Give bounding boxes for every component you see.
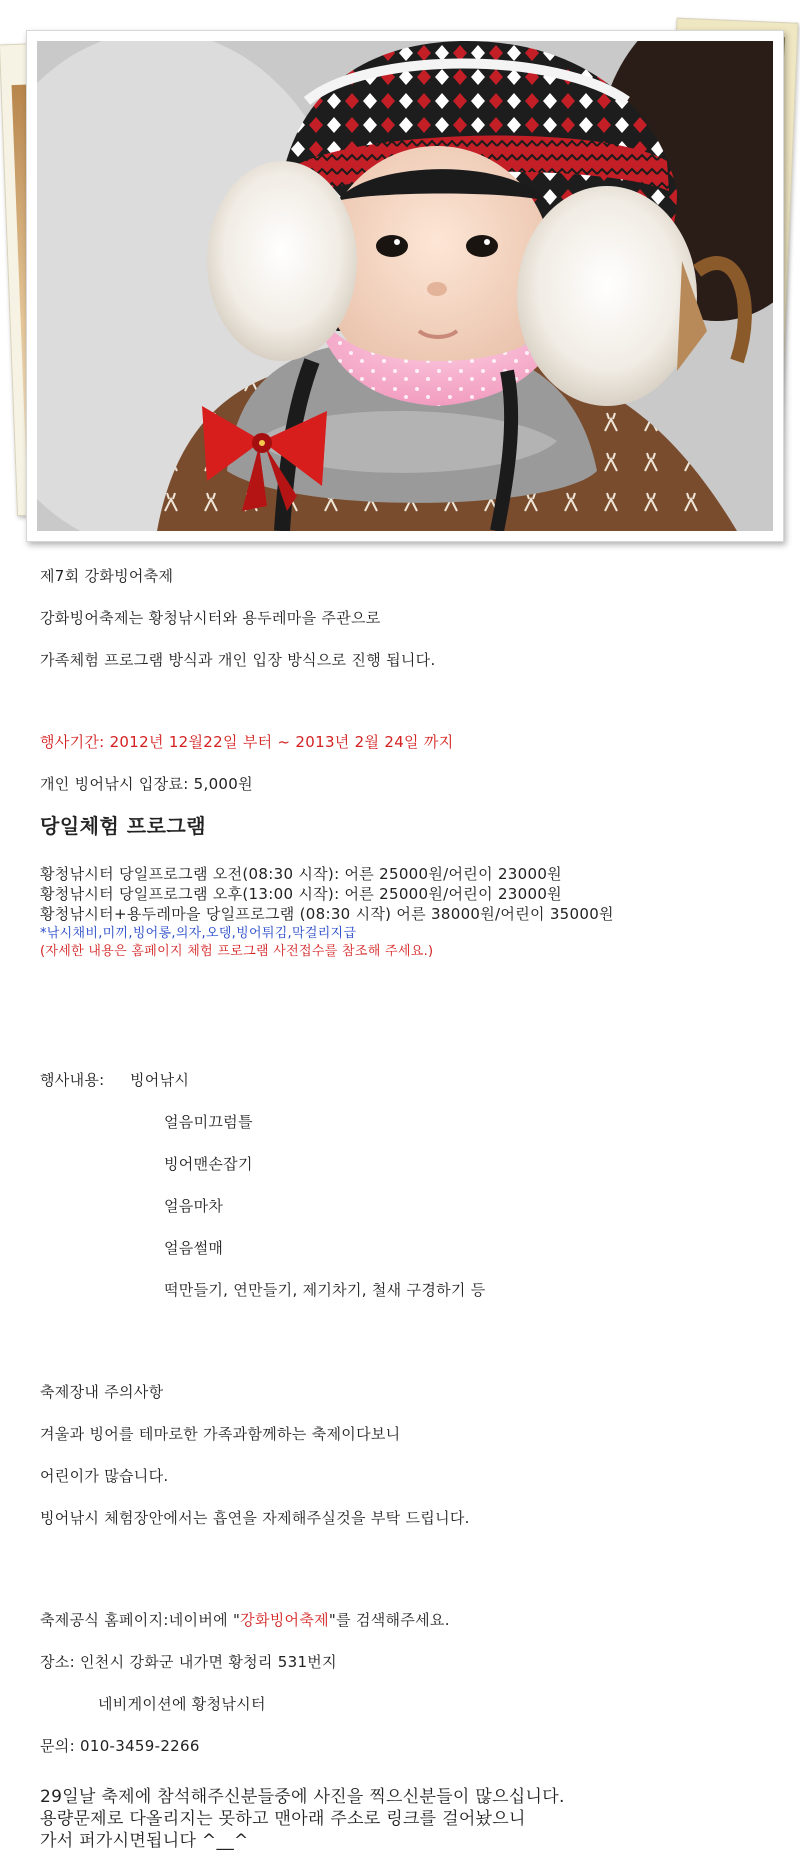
photo-illustration	[37, 41, 773, 531]
events-label: 행사내용:	[40, 1071, 105, 1089]
event-item: 빙어맨손잡기	[164, 1155, 253, 1173]
homepage-info	[40, 1610, 450, 1630]
program-note-included: *낚시채비,미끼,빙어롱,의자,오뎅,빙어튀김,막걸리지급	[40, 926, 357, 941]
homepage-keyword: 강화빙어축제	[240, 1611, 329, 1629]
event-period: 행사기간: 2012년 12월22일 부터 ~ 2013년 2월 24일 까지	[40, 733, 454, 751]
festival-title: 제7회 강화빙어축제	[40, 567, 174, 585]
closing-line-1: 29일날 축제에 참석해주신분들중에 사진을 찍으신분들이 많으십니다.	[40, 1787, 565, 1807]
event-item: 빙어낚시	[130, 1071, 190, 1089]
program-note-homepage: (자세한 내용은 홈페이지 체험 프로그램 사전접수를 참조해 주세요.)	[40, 944, 434, 959]
intro-line-1: 강화빙어축제는 황청낚시터와 용두레마을 주관으로	[40, 609, 381, 627]
child-in-winter-hat-photo	[37, 41, 773, 531]
closing-line-2: 용량문제로 다올리지는 못하고 맨아래 주소로 링크를 걸어놨으니	[40, 1809, 526, 1829]
event-item: 얼음마차	[164, 1197, 224, 1215]
caution-title: 축제장내 주의사항	[40, 1383, 164, 1401]
program-heading: 당일체험 프로그램	[40, 814, 207, 838]
event-item: 얼음썰매	[164, 1239, 224, 1257]
program-item-morning: 황청낚시터 당일프로그램 오전(08:30 시작): 어른 25000원/어린이 23000원	[40, 865, 562, 883]
intro-line-2: 가족체험 프로그램 방식과 개인 입장 방식으로 진행 됩니다.	[40, 651, 436, 669]
navigation-info: 네비게이션에 황청낚시터	[98, 1695, 266, 1713]
caution-line-2: 어린이가 많습니다.	[40, 1467, 169, 1485]
caution-line-3: 빙어낚시 체험장안에서는 흡연을 자제해주실것을 부탁 드립니다.	[40, 1509, 470, 1527]
admission-fee: 개인 빙어낚시 입장료: 5,000원	[40, 775, 253, 793]
closing-line-3: 가서 퍼가시면됩니다 ^__^	[40, 1831, 249, 1851]
photo-print	[26, 30, 784, 542]
caution-line-1: 겨울과 빙어를 테마로한 가족과함께하는 축제이다보니	[40, 1425, 401, 1443]
homepage-suffix: "를 검색해주세요.	[328, 1611, 450, 1629]
event-item: 떡만들기, 연만들기, 제기차기, 철새 구경하기 등	[164, 1281, 486, 1299]
place-info: 장소: 인천시 강화군 내가면 황청리 531번지	[40, 1653, 337, 1671]
program-item-afternoon: 황청낚시터 당일프로그램 오후(13:00 시작): 어른 25000원/어린이 23000원	[40, 885, 562, 903]
contact-info: 문의: 010-3459-2266	[40, 1737, 200, 1755]
event-item: 얼음미끄럼틀	[164, 1113, 253, 1131]
photo-frame-stack	[8, 14, 798, 549]
homepage-prefix: 축제공식 홈페이지:네이버에 "	[40, 1611, 241, 1629]
program-item-combined: 황청낚시터+용두레마을 당일프로그램 (08:30 시작) 어른 38000원/어린이 35000원	[40, 905, 614, 923]
